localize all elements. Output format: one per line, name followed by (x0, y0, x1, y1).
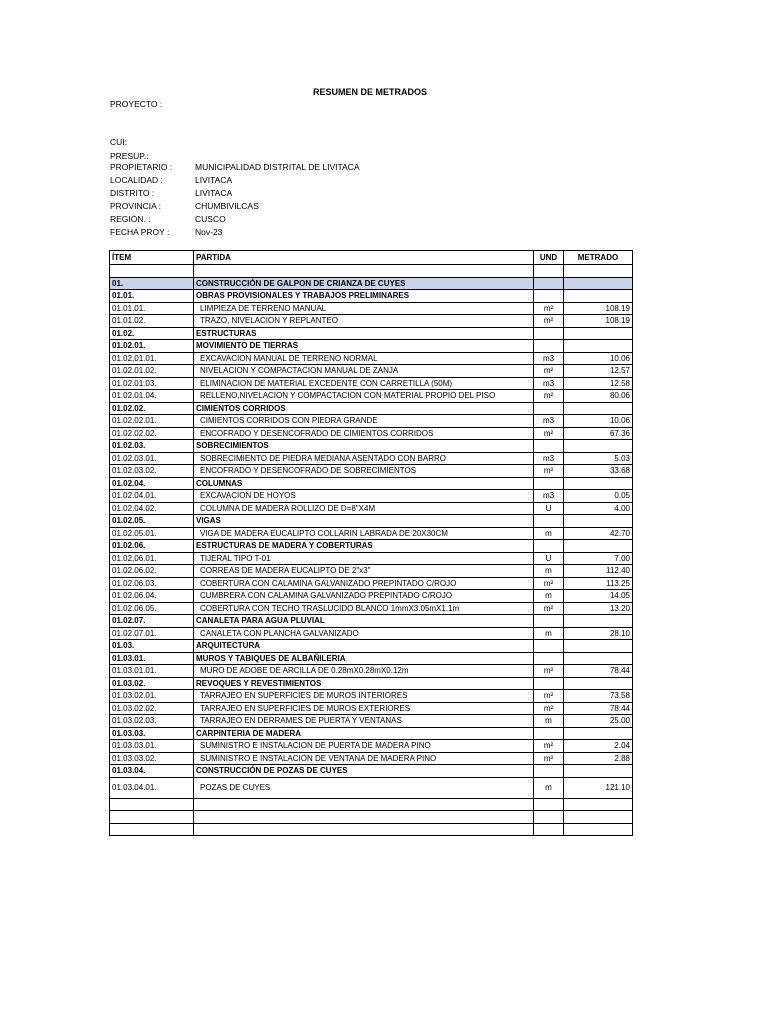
cell-partida: CONSTRUCCIÓN DE POZAS DE CUYES (194, 765, 534, 778)
table-row (110, 327, 633, 340)
cell-item: 01.02.03.02. (110, 465, 194, 478)
cell-und: m² (534, 390, 564, 403)
cell-metrado (564, 477, 633, 490)
table-row (110, 390, 633, 403)
cell-und (534, 798, 564, 811)
table-row (110, 765, 633, 778)
cell-partida: CIMIENTOS CORRIDOS CON PIEDRA GRANDE (194, 415, 534, 428)
cell-partida: VIGAS (194, 515, 534, 528)
meta-value: CHUMBIVILCAS (195, 201, 259, 211)
cell-metrado (564, 290, 633, 303)
cell-metrado (564, 677, 633, 690)
cell-partida: NIVELACION Y COMPACTACION MANUAL DE ZANJA (194, 365, 534, 378)
cell-metrado (564, 402, 633, 415)
meta-label: REGIÓN. : (110, 214, 151, 224)
cell-item: 01.02.07.01. (110, 627, 194, 640)
table-row (110, 615, 633, 628)
cell-und (534, 327, 564, 340)
cell-metrado: 10.06 (564, 415, 633, 428)
cell-und: m (534, 715, 564, 728)
cell-metrado: 28.10 (564, 627, 633, 640)
cell-metrado (564, 440, 633, 453)
table-row (110, 565, 633, 578)
cell-partida: SUMINISTRO E INSTALACION DE PUERTA DE MADERA PINO (194, 740, 534, 753)
cell-item: 01.02.06. (110, 540, 194, 553)
cell-und: m² (534, 465, 564, 478)
cell-metrado: 121.10 (564, 777, 633, 798)
table-row (110, 811, 633, 824)
header-metrado: METRADO (564, 251, 633, 265)
cell-partida: CANALETA CON PLANCHA GALVANIZADO (194, 627, 534, 640)
table-row (110, 277, 633, 290)
cell-und (534, 477, 564, 490)
meta-label: PROPIETARIO : (110, 162, 173, 172)
meta-label: FECHA PROY : (110, 227, 170, 237)
cell-partida: CORREAS DE MADERA EUCALIPTO DE 2"x3" (194, 565, 534, 578)
cell-und: m3 (534, 490, 564, 503)
table-row (110, 315, 633, 328)
cell-metrado: 78.44 (564, 702, 633, 715)
cell-und: m (534, 565, 564, 578)
header-und: UND (534, 251, 564, 265)
cell-metrado: 108.19 (564, 315, 633, 328)
cell-und (534, 290, 564, 303)
cell-metrado: 2.88 (564, 752, 633, 765)
table-row (110, 652, 633, 665)
cell-partida: ENCOFRADO Y DESENCOFRADO DE SOBRECIMIENTOS (194, 465, 534, 478)
cell-partida: TIJERAL TIPO T-01 (194, 552, 534, 565)
table-row (110, 640, 633, 653)
cell-und (534, 727, 564, 740)
table-row (110, 715, 633, 728)
cell-item: 01.03.03.01. (110, 740, 194, 753)
table-row (110, 823, 633, 836)
cell-item: 01.02.04.02. (110, 502, 194, 515)
table-row (110, 402, 633, 415)
cell-und (534, 652, 564, 665)
cell-partida: COBERTURA CON TECHO TRASLUCIDO BLANCO 1mmX3.05mX1.1m (194, 602, 534, 615)
cell-item (110, 811, 194, 824)
cell-item: 01.03.04.01. (110, 777, 194, 798)
cell-partida: ARQUITECTURA (194, 640, 534, 653)
cell-metrado: 42.70 (564, 527, 633, 540)
table-row (110, 365, 633, 378)
cell-partida: SOBRECIMIENTO DE PIEDRA MEDIANA ASENTADO CON BARRO (194, 452, 534, 465)
metrados-table (109, 250, 633, 836)
cell-metrado (564, 265, 633, 278)
header-item: ÍTEM (110, 251, 194, 265)
table-row (110, 527, 633, 540)
cell-item: 01.02.06.01. (110, 552, 194, 565)
cell-partida: MOVIMIENTO DE TIERRAS (194, 340, 534, 353)
header-partida: PARTIDA (194, 251, 534, 265)
cell-metrado: 78.44 (564, 665, 633, 678)
cell-metrado (564, 340, 633, 353)
cell-metrado: 5.03 (564, 452, 633, 465)
table-row (110, 577, 633, 590)
cell-und (534, 265, 564, 278)
cell-item: 01.02.06.05. (110, 602, 194, 615)
cell-metrado: 67.36 (564, 427, 633, 440)
cell-item (110, 798, 194, 811)
cell-partida: TARRAJEO EN DERRAMES DE PUERTA Y VENTANAS (194, 715, 534, 728)
cell-partida: COLUMNA DE MADERA ROLLIZO DE D=8"X4M (194, 502, 534, 515)
cell-item: 01.02.07. (110, 615, 194, 628)
cell-partida: COLUMNAS (194, 477, 534, 490)
cell-metrado: 4.00 (564, 502, 633, 515)
cell-partida: POZAS DE CUYES (194, 777, 534, 798)
cell-metrado: 12.58 (564, 377, 633, 390)
meta-label: PROVINCIA : (110, 201, 162, 211)
cell-partida: SUMINISTRO E INSTALACION DE VENTANA DE MADERA PINO (194, 752, 534, 765)
cell-partida: ENCOFRADO Y DESENCOFRADO DE CIMIENTOS CORRIDOS (194, 427, 534, 440)
cell-item: 01.02.06.04. (110, 590, 194, 603)
table-row (110, 265, 633, 278)
table-header-row (110, 251, 633, 265)
cell-und: m² (534, 702, 564, 715)
cell-partida: TARRAJEO EN SUPERFICIES DE MUROS EXTERIORES (194, 702, 534, 715)
cell-partida: VIGA DE MADERA EUCALIPTO COLLARIN LABRADA DE 20X30CM (194, 527, 534, 540)
cell-und: U (534, 552, 564, 565)
cell-partida (194, 823, 534, 836)
cell-und (534, 765, 564, 778)
cell-partida: TRAZO, NIVELACION Y REPLANTEO (194, 315, 534, 328)
cell-partida: COBERTURA CON CALAMINA GALVANIZADO PREPINTADO C/ROJO (194, 577, 534, 590)
cell-partida: ELIMINACION DE MATERIAL EXCEDENTE CON CARRETILLA (50M) (194, 377, 534, 390)
cell-metrado: 25.00 (564, 715, 633, 728)
table-row (110, 665, 633, 678)
meta-value: CUSCO (195, 214, 226, 224)
cell-und: m3 (534, 377, 564, 390)
page-title: RESUMEN DE METRADOS (312, 87, 427, 97)
meta-label: DISTRITO : (110, 188, 155, 198)
meta-value: LIVITACA (195, 175, 233, 185)
meta-value: LIVITACA (195, 188, 233, 198)
meta-label: CUI: (110, 137, 127, 147)
table-row (110, 752, 633, 765)
cell-item: 01.03.02.02. (110, 702, 194, 715)
cell-und: m3 (534, 452, 564, 465)
table-row (110, 590, 633, 603)
cell-und (534, 540, 564, 553)
cell-partida: MUROS Y TABIQUES DE ALBAÑILERIA (194, 652, 534, 665)
cell-metrado (564, 823, 633, 836)
table-row (110, 540, 633, 553)
cell-und (534, 811, 564, 824)
cell-und: m3 (534, 352, 564, 365)
cell-item: 01.03. (110, 640, 194, 653)
cell-item: 01.02.02.01. (110, 415, 194, 428)
meta-label: LOCALIDAD : (110, 175, 163, 185)
table-row (110, 602, 633, 615)
cell-und: m² (534, 752, 564, 765)
cell-item: 01.03.04. (110, 765, 194, 778)
table-row (110, 352, 633, 365)
cell-item: 01.03.02.03. (110, 715, 194, 728)
cell-item: 01.02.06.02. (110, 565, 194, 578)
cell-und (534, 640, 564, 653)
cell-metrado: 112.40 (564, 565, 633, 578)
cell-metrado (564, 327, 633, 340)
cell-item: 01. (110, 277, 194, 290)
table-row (110, 465, 633, 478)
table-row (110, 490, 633, 503)
cell-metrado (564, 515, 633, 528)
meta-value: MUNICIPALIDAD DISTRITAL DE LIVITACA (195, 162, 360, 172)
cell-item: 01.02.01. (110, 340, 194, 353)
cell-metrado (564, 540, 633, 553)
cell-metrado (564, 652, 633, 665)
cell-partida: CANALETA PARA AGUA PLUVIAL (194, 615, 534, 628)
cell-metrado: 10.06 (564, 352, 633, 365)
cell-und (534, 402, 564, 415)
table-row (110, 702, 633, 715)
cell-und (534, 615, 564, 628)
cell-item: 01.01.01. (110, 302, 194, 315)
table-row (110, 290, 633, 303)
cell-item: 01.02.01.03. (110, 377, 194, 390)
cell-metrado: 12.57 (564, 365, 633, 378)
cell-item: 01.02.04.01. (110, 490, 194, 503)
cell-partida: CUMBRERA CON CALAMINA GALVANIZADO PREPINTADO C/ROJO (194, 590, 534, 603)
cell-item: 01.03.03. (110, 727, 194, 740)
table-row (110, 340, 633, 353)
cell-partida: REVOQUES Y REVESTIMIENTOS (194, 677, 534, 690)
cell-metrado (564, 811, 633, 824)
cell-metrado: 108.19 (564, 302, 633, 315)
cell-und: m3 (534, 415, 564, 428)
cell-metrado: 14.05 (564, 590, 633, 603)
cell-und: m² (534, 302, 564, 315)
cell-item: 01.02.06.03. (110, 577, 194, 590)
table-row (110, 627, 633, 640)
cell-item: 01.02.02. (110, 402, 194, 415)
cell-item: 01.02.01.02. (110, 365, 194, 378)
cell-metrado: 7.00 (564, 552, 633, 565)
cell-metrado: 0.05 (564, 490, 633, 503)
cell-partida: OBRAS PROVISIONALES Y TRABAJOS PRELIMINARES (194, 290, 534, 303)
cell-partida: CIMIENTOS CORRIDOS (194, 402, 534, 415)
cell-partida (194, 811, 534, 824)
cell-partida: ESTRUCTURAS DE MADERA Y COBERTURAS (194, 540, 534, 553)
cell-metrado (564, 277, 633, 290)
cell-und: m² (534, 690, 564, 703)
table-row (110, 690, 633, 703)
meta-value: Nov-23 (195, 227, 223, 237)
cell-metrado: 113.25 (564, 577, 633, 590)
cell-item: 01.02.02.02. (110, 427, 194, 440)
table-row (110, 377, 633, 390)
cell-metrado (564, 727, 633, 740)
cell-und: m² (534, 427, 564, 440)
cell-und: m (534, 627, 564, 640)
cell-partida: ESTRUCTURAS (194, 327, 534, 340)
cell-metrado: 33.68 (564, 465, 633, 478)
cell-und: m² (534, 740, 564, 753)
table-row (110, 552, 633, 565)
table-row (110, 452, 633, 465)
cell-und: U (534, 502, 564, 515)
cell-und: m² (534, 365, 564, 378)
table-row (110, 740, 633, 753)
cell-item: 01.03.01.01. (110, 665, 194, 678)
cell-item: 01.02.03.01. (110, 452, 194, 465)
meta-label: PROYECTO : (110, 99, 163, 109)
cell-item (110, 265, 194, 278)
cell-metrado (564, 640, 633, 653)
table-row (110, 440, 633, 453)
cell-item: 01.01.02. (110, 315, 194, 328)
cell-metrado (564, 615, 633, 628)
table-row (110, 727, 633, 740)
meta-label: PRESUP.: (110, 151, 149, 161)
cell-und: m² (534, 577, 564, 590)
table-row (110, 515, 633, 528)
cell-partida: CARPINTERIA DE MADERA (194, 727, 534, 740)
cell-und (534, 677, 564, 690)
cell-und: m² (534, 315, 564, 328)
cell-item (110, 823, 194, 836)
cell-partida: MURO DE ADOBE DE ARCILLA DE 0.28mX0.28mX0.12m (194, 665, 534, 678)
cell-partida: EXCAVACION MANUAL DE TERRENO NORMAL (194, 352, 534, 365)
cell-partida: EXCAVACION DE HOYOS (194, 490, 534, 503)
cell-metrado (564, 798, 633, 811)
cell-metrado: 2.04 (564, 740, 633, 753)
cell-metrado: 13.20 (564, 602, 633, 615)
table-row (110, 502, 633, 515)
cell-metrado (564, 765, 633, 778)
cell-item: 01.03.03.02. (110, 752, 194, 765)
cell-item: 01.03.02. (110, 677, 194, 690)
table-row (110, 798, 633, 811)
cell-partida: CONSTRUCCIÓN DE GALPON DE CRIANZA DE CUYES (194, 277, 534, 290)
cell-item: 01.02.01.01. (110, 352, 194, 365)
cell-metrado: 73.58 (564, 690, 633, 703)
table-row (110, 477, 633, 490)
cell-und: m (534, 527, 564, 540)
cell-item: 01.03.02.01. (110, 690, 194, 703)
cell-und: m² (534, 665, 564, 678)
cell-partida (194, 798, 534, 811)
table-row (110, 777, 633, 798)
cell-und: m² (534, 602, 564, 615)
cell-item: 01.02.03. (110, 440, 194, 453)
cell-item: 01.02.05. (110, 515, 194, 528)
cell-partida: RELLENO,NIVELACION Y COMPACTACION CON MATERIAL PROPIO DEL PISO (194, 390, 534, 403)
cell-item: 01.02.01.04. (110, 390, 194, 403)
cell-item: 01.02.05.01. (110, 527, 194, 540)
table-row (110, 677, 633, 690)
table-row (110, 302, 633, 315)
cell-item: 01.02.04. (110, 477, 194, 490)
cell-und (534, 823, 564, 836)
cell-und (534, 340, 564, 353)
table-row (110, 415, 633, 428)
cell-partida: LIMPIEZA DE TERRENO MANUAL (194, 302, 534, 315)
cell-und: m (534, 590, 564, 603)
cell-partida: TARRAJEO EN SUPERFICIES DE MUROS INTERIORES (194, 690, 534, 703)
cell-und (534, 277, 564, 290)
cell-partida: SOBRECIMIENTOS (194, 440, 534, 453)
cell-item: 01.01. (110, 290, 194, 303)
cell-und: m (534, 777, 564, 798)
table-row (110, 427, 633, 440)
cell-metrado: 80.06 (564, 390, 633, 403)
cell-item: 01.02. (110, 327, 194, 340)
cell-partida (194, 265, 534, 278)
cell-und (534, 440, 564, 453)
cell-und (534, 515, 564, 528)
cell-item: 01.03.01. (110, 652, 194, 665)
